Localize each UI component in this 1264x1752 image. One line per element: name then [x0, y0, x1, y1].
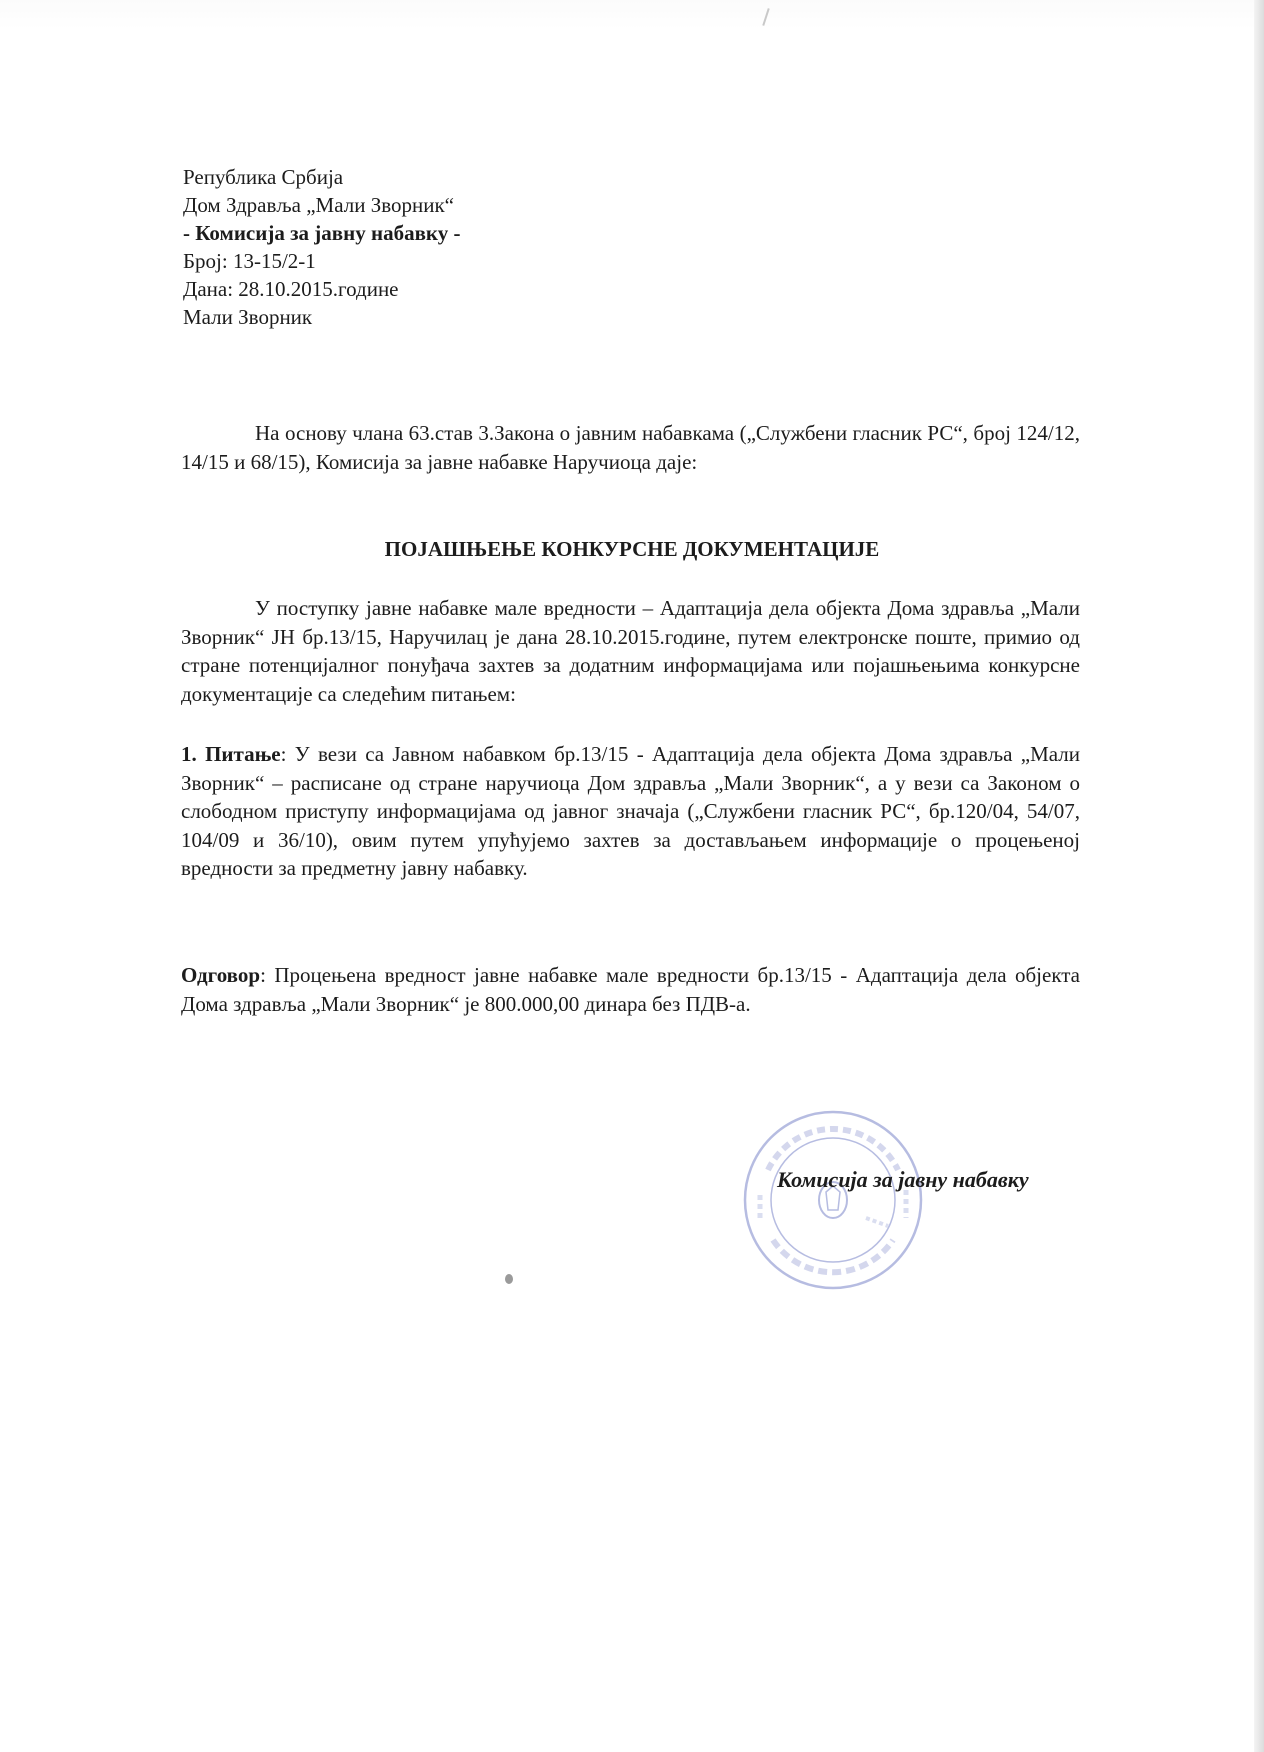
- signature-line: Комисија за јавну набавку: [777, 1167, 1029, 1192]
- scan-speck: [505, 1274, 513, 1284]
- answer-label: Одговор: [181, 963, 261, 987]
- letter-header: [183, 163, 460, 331]
- header-number: Број: 13-15/2-1: [183, 249, 316, 273]
- scan-edge-right: [1254, 0, 1264, 1752]
- header-commission: - Комисија за јавну набавку -: [183, 221, 461, 245]
- intro-paragraph: На основу члана 63.став 3.Закона о јавним набавкама („Службени гласник РС“, број 124/12, 14/15 и 68/15), Комисија за јавне набавке Наручиоца даје:: [181, 421, 1080, 474]
- document-title: ПОЈАШЊЕЊЕ КОНКУРСНЕ ДОКУМЕНТАЦИЈЕ: [384, 537, 880, 561]
- answer-paragraph: [181, 961, 1080, 1018]
- official-stamp-icon: [738, 1100, 928, 1300]
- question-paragraph: [181, 740, 1080, 883]
- body-paragraph: У поступку јавне набавке мале вредности – Адаптација дела објекта Дома здравља „Мали Зворник“ ЈН бр.13/15, Наручилац је дана 28.10.2015.године, путем електронске поште, примио од стране потенцијалног понуђача захтев за додатним информацијама или појашњењима конкурсне документације са следећим питањем:: [181, 596, 1080, 706]
- question-text: : У вези са Јавном набавком бр.13/15 - Адаптација дела објекта Дома здравља „Мали Зворник“ – расписане од стране наручиоца Дом здравља „Мали Зворник“, а у вези са Законом о слободном приступу информацијама од јавног значаја („Службени гласник РС“, бр.120/04, 54/07, 104/09 и 36/10), овим путем упућујемо захтев за достављањем информације о процењеној вредности за предметну јавну набавку.: [181, 742, 1081, 880]
- question-label: 1. Питање: [181, 742, 281, 766]
- header-institution: Дом Здравља „Мали Зворник“: [183, 193, 454, 217]
- answer-text: : Процењена вредност јавне набавке мале вредности бр.13/15 - Адаптација дела објекта Дома здравља „Мали Зворник“ је 800.000,00 динара без ПДВ-а.: [181, 963, 1080, 1016]
- header-country: Република Србија: [183, 165, 344, 189]
- header-place: Мали Зворник: [183, 305, 313, 329]
- header-date: Дана: 28.10.2015.године: [183, 277, 399, 301]
- scan-edge-top: [0, 0, 1264, 30]
